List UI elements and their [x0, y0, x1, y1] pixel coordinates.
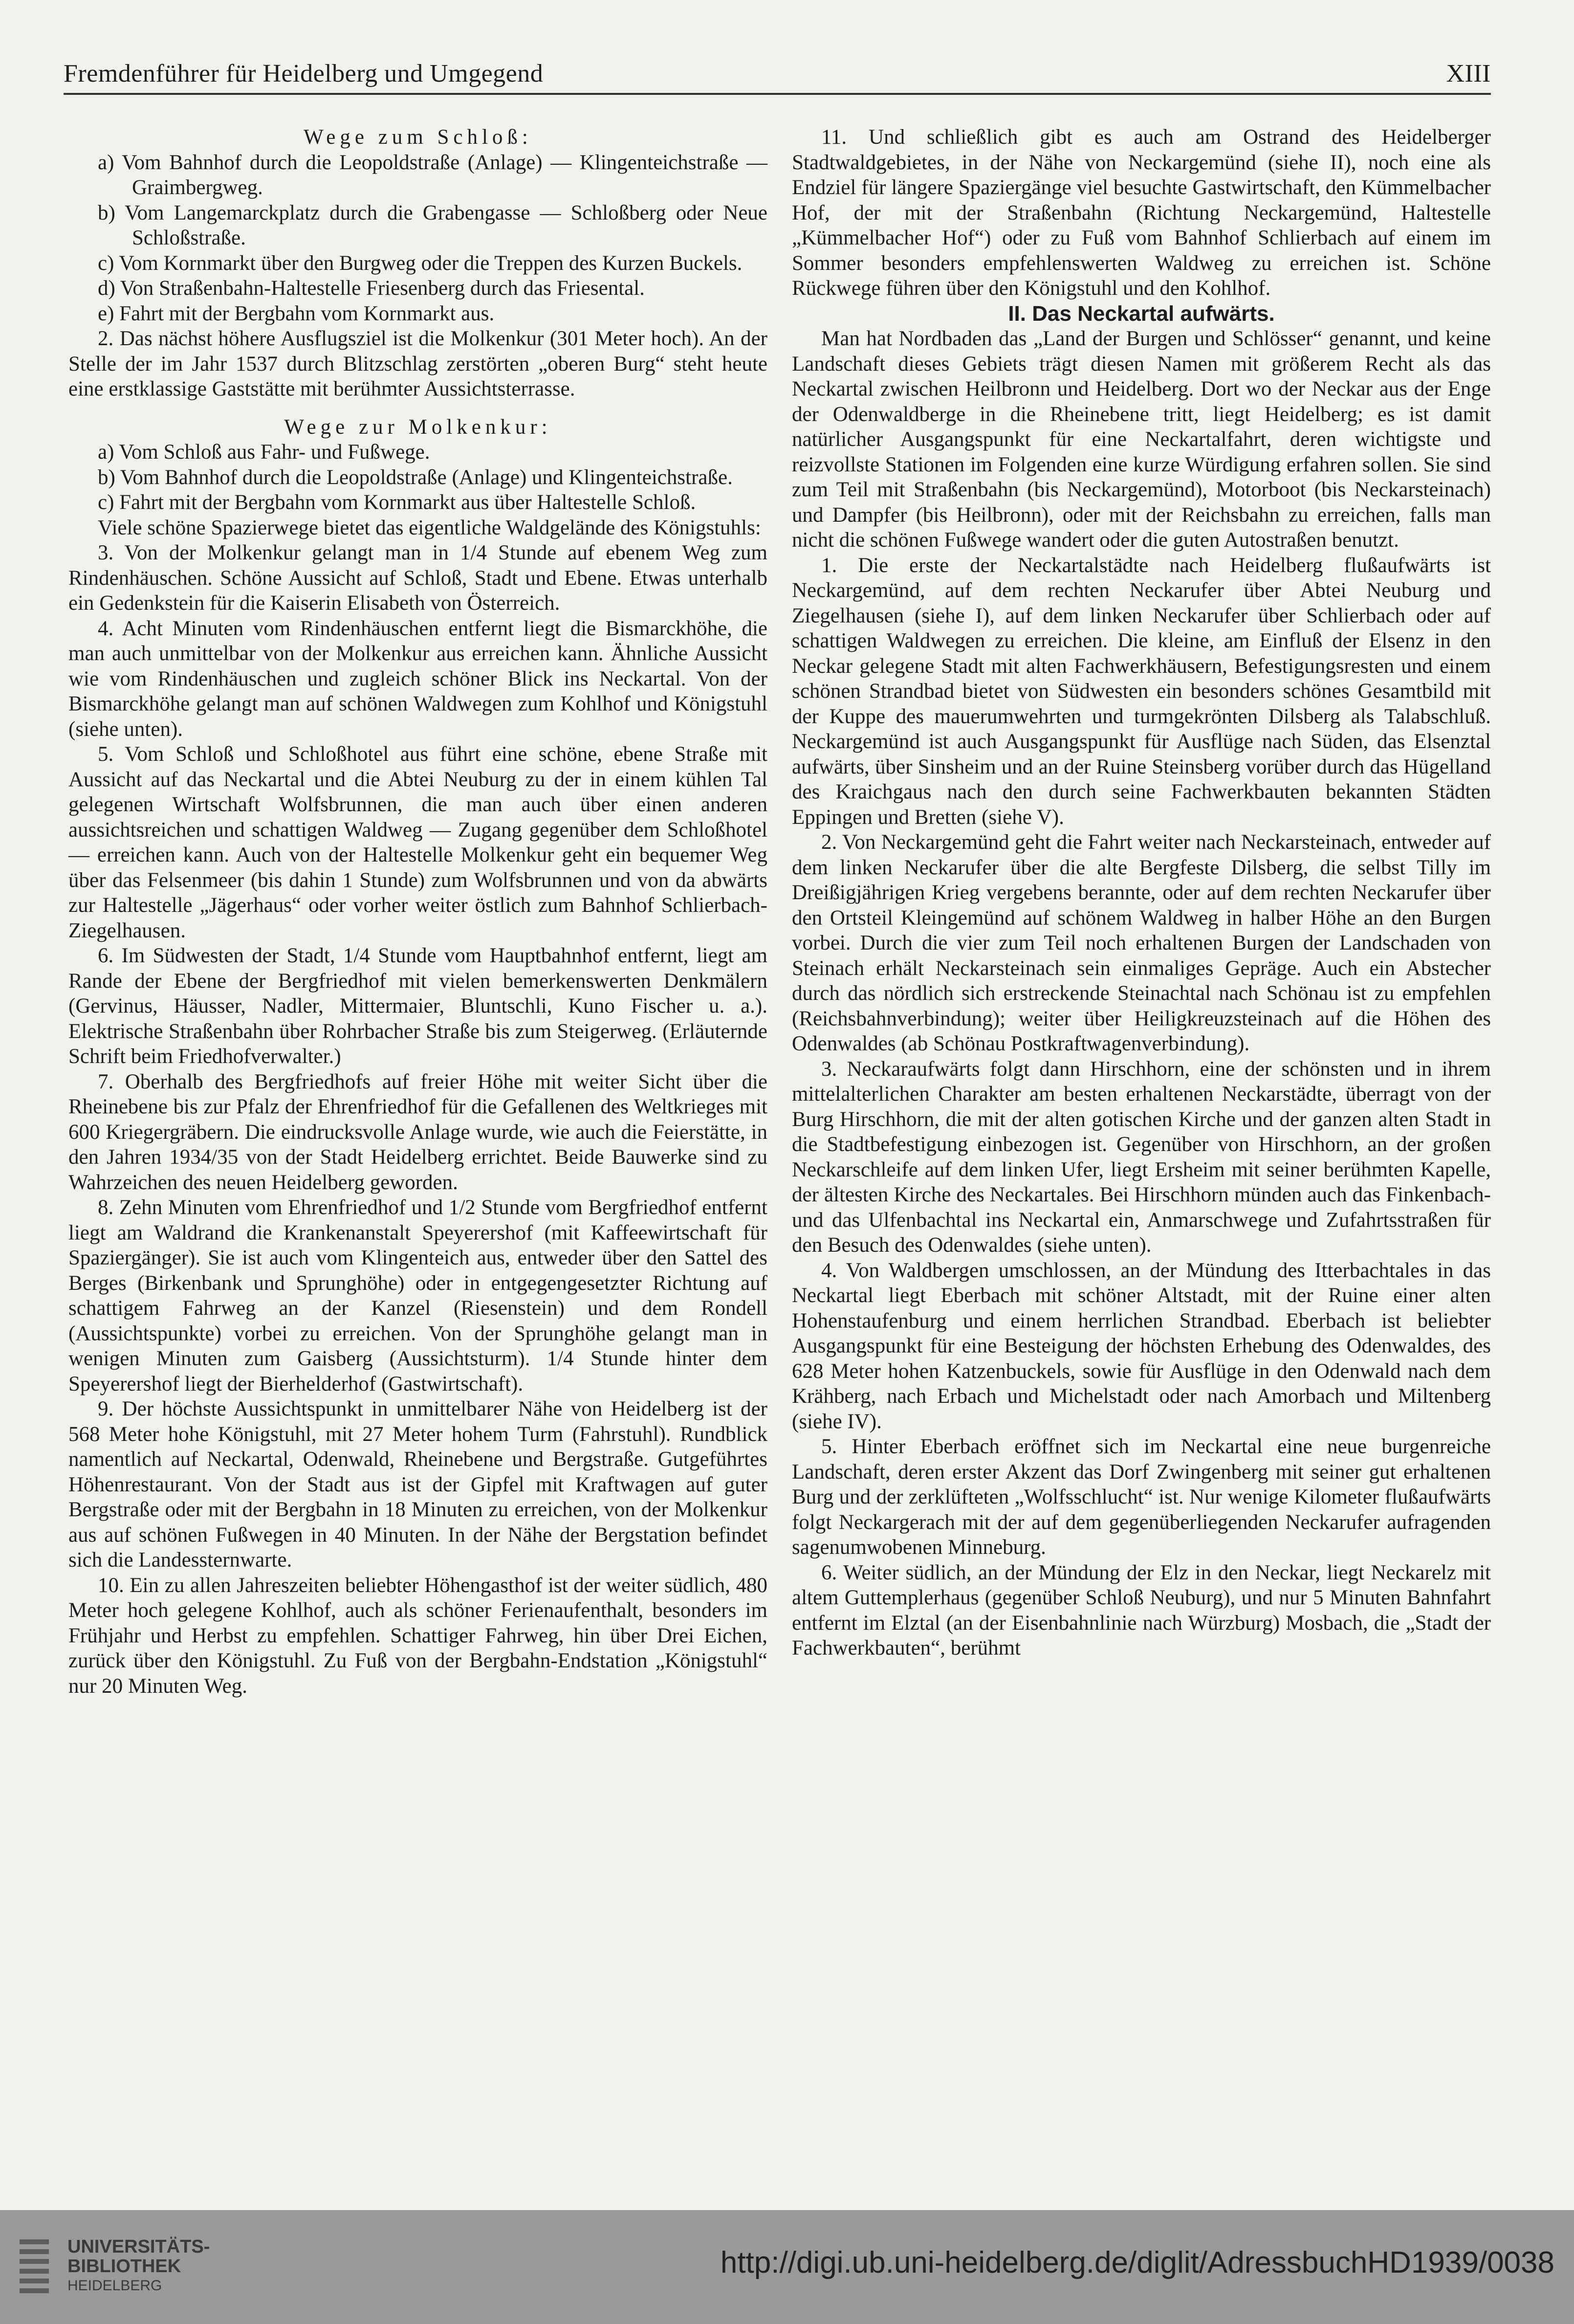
heading-wege-molkenkur: Wege zur Molkenkur:: [284, 415, 552, 439]
paragraph-neckar-2: 2. Von Neckargemünd geht die Fahrt weiter nach Neckarsteinach, entweder auf dem linken Neckarufer über die alte Bergfeste Dilsberg, die selbst Tilly im Dreißigjährigen Krieg vergebens berannte, oder auf dem rechten Neckarufer über den Ortsteil Kleingemünd auf schönem Waldweg in halber Höhe an den Burgen vorbei. Durch die vier zum Teil noch erhaltenen Burgen der Landschaden von Steinach erhält Neckarsteinach sein einmaliges Gepräge. Auch ein Abstecher durch das nördlich sich erstreckende Steinachtal nach Schönau ist zu empfehlen (Reichsbahnverbindung); weiter über Heiligkreuzsteinach auf die Höhen des Odenwaldes (ab Schönau Postkraftwagenverbindung).: [792, 831, 1491, 1055]
paragraph-9: 9. Der höchste Aussichtspunkt in unmittelbarer Nähe von Heidelberg ist der 568 Meter hohe Königstuhl, mit 27 Meter hohem Turm (Fahrstuhl). Rundblick namentlich auf Neckartal, Odenwald, Rheinebene und Bergstraße. Gutgeführtes Höhenrestaurant. Von der Stadt aus ist der Gipfel mit Kraftwagen auf guter Bergstraße oder mit der Bergbahn in 18 Minuten zu erreichen, von der Molkenkur aus auf schönen Fußwegen in 40 Minuten. In der Nähe der Bergstation befindet sich die Landessternwarte.: [68, 1397, 767, 1571]
list-item: d) Von Straßenbahn-Haltestelle Friesenberg durch das Friesental.: [98, 277, 645, 300]
source-url-link[interactable]: http://digi.ub.uni-heidelberg.de/diglit/AdressbuchHD1939/0038: [720, 2246, 1554, 2280]
list-item: c) Vom Kornmarkt über den Burgweg oder die Treppen des Kurzen Buckels.: [98, 251, 743, 275]
list-item: e) Fahrt mit der Bergbahn vom Kornmarkt aus.: [98, 302, 495, 325]
logo-line-1: UNIVERSITÄTS-: [67, 2236, 210, 2257]
page-header: [64, 49, 1491, 95]
list-item: a) Vom Schloß aus Fahr- und Fußwege.: [98, 441, 430, 464]
list-item: b) Vom Bahnhof durch die Leopoldstraße (Anlage) und Klingenteichstraße.: [98, 465, 733, 489]
library-logo[interactable]: [15, 2230, 259, 2303]
paragraph-neckar-3: 3. Neckaraufwärts folgt dann Hirschhorn, eine der schönsten und in ihrem mittelalterlichen Charakter am besten erhaltenen Neckarstädte, überragt von der Burg Hirschhorn, die mit der alten gotischen Kirche und der ganzen alten Stadt in die Stadtbefestigung einbezogen ist. Gegenüber von Hirschhorn, an der großen Neckarschleife auf dem linken Ufer, liegt Ersheim mit seiner berühmten Kapelle, der ältesten Kirche des Neckartales. Bei Hirschhorn münden auch das Finkenbach- und das Ulfenbachtal ins Neckartal ein, Anmarschwege und Zufahrtsstraßen für den Besuch des Odenwaldes (siehe unten).: [792, 1057, 1491, 1257]
paragraph-neckar-5: 5. Hinter Eberbach eröffnet sich im Neckartal eine neue burgenreiche Landschaft, deren erster Akzent das Dorf Zwingenberg mit seiner gut erhaltenen Burg und der zerklüfteten „Wolfsschlucht“ ist. Nur wenige Kilometer flußaufwärts folgt Neckargerach mit der auf dem gegenüberliegenden Neckarufer aufragenden sagenumwobenen Minneburg.: [792, 1435, 1491, 1559]
running-title: Fremdenführer für Heidelberg und Umgegend: [64, 60, 544, 88]
footer-bar: [0, 2210, 1574, 2324]
paragraph-6: 6. Im Südwesten der Stadt, 1/4 Stunde vom Hauptbahnhof entfernt, liegt am Rande der Ebene der Bergfriedhof mit vielen bemerkenswerten Denkmälern (Gervinus, Häusser, Nadler, Mittermaier, Bluntschli, Kuno Fischer u. a.). Elektrische Straßenbahn über Rohrbacher Straße bis zum Steigerweg. (Erläuternde Schrift beim Friedhofverwalter.): [68, 944, 767, 1068]
paragraph-3: 3. Von der Molkenkur gelangt man in 1/4 Stunde auf ebenem Weg zum Rindenhäuschen. Schöne Aussicht auf Schloß, Stadt und Ebene. Etwas unterhalb ein Gedenkstein für die Kaiserin Elisabeth von Österreich.: [68, 541, 767, 615]
paragraph-neckartal-intro: Man hat Nordbaden das „Land der Burgen und Schlösser“ genannt, und keine Landschaft dieses Gebiets trägt diesen Namen mit größerem Recht als das Neckartal zwischen Heilbronn und Heidelberg. Dort wo der Neckar aus der Enge der Odenwaldberge in die Rheinebene tritt, liegt Heidelberg; es ist damit natürlicher Ausgangspunkt für eine Neckartalfahrt, deren wichtigste und reizvollste Stationen im Folgenden eine kurze Würdigung erfahren sollen. Sie sind zum Teil mit Straßenbahn (bis Neckargemünd), Motorboot (bis Neckarsteinach) und Dampfer (bis Heilbronn), oder mit der Reichsbahn zu erreichen, falls man nicht die schönen Fußwege wandert oder die guten Autostraßen benutzt.: [792, 327, 1491, 552]
left-column: [68, 125, 767, 1699]
paragraph-2: 2. Das nächst höhere Ausflugsziel ist die Molkenkur (301 Meter hoch). An der Stelle der im Jahr 1537 durch Blitzschlag zerstörten „oberen Burg“ steht heute eine erstklassige Gaststätte mit berühmter Aussichtsterrasse.: [68, 327, 767, 400]
paragraph-11: 11. Und schließlich gibt es auch am Ostrand des Heidelberger Stadtwaldgebietes, in der Nähe von Neckargemünd (siehe II), noch eine als Endziel für längere Spaziergänge viel besuchte Gastwirtschaft, den Kümmelbacher Hof, der mit der Straßenbahn (Richtung Neckargemünd, Haltestelle „Kümmelbacher Hof“) oder zu Fuß vom Bahnhof Schlierbach auf einem im Sommer besonders empfehlenswerten Waldweg zu erreichen ist. Schöne Rückwege führen über den Königstuhl und den Kohlhof.: [792, 126, 1491, 300]
paragraph-7: 7. Oberhalb des Bergfriedhofs auf freier Höhe mit weiter Sicht über die Rheinebene bis zur Pfalz der Ehrenfriedhof für die Gefallenen des Weltkrieges mit 600 Kriegergräbern. Die eindrucksvolle Anlage wurde, wie auch die Feierstätte, in den Jahren 1934/35 von der Stadt Heidelberg errichtet. Beide Bauwerke sind zu Wahrzeichen des neuen Heidelberg geworden.: [68, 1070, 767, 1194]
paragraph-4: 4. Acht Minuten vom Rindenhäuschen entfernt liegt die Bismarckhöhe, die man auch unmittelbar von der Molkenkur aus erreichen kann. Ähnliche Aussicht wie vom Rindenhäuschen und zugleich schöner Blick ins Neckartal. Von der Bismarckhöhe gelangt man auf schönen Waldwegen zum Kohlhof und Königstuhl (siehe unten).: [68, 617, 767, 741]
paragraph-neckar-6: 6. Weiter südlich, an der Mündung der Elz in den Neckar, liegt Neckarelz mit altem Guttemplerhaus (gegenüber Schloß Neuburg), und nur 5 Minuten Bahnfahrt entfernt im Elztal (an der Eisenbahnlinie nach Würzburg) Mosbach, die „Stadt der Fachwerkbauten“, berühmt: [792, 1561, 1491, 1660]
library-logo-icon: [15, 2235, 54, 2298]
logo-line-2: BIBLIOTHEK: [67, 2256, 181, 2277]
logo-line-3: HEIDELBERG: [67, 2278, 162, 2294]
list-item: c) Fahrt mit der Bergbahn vom Kornmarkt aus über Haltestelle Schloß.: [98, 491, 696, 514]
paragraph-10: 10. Ein zu allen Jahreszeiten beliebter Höhengasthof ist der weiter südlich, 480 Meter hoch gelegene Kohlhof, auch als schöner Ferienaufenthalt, besonders im Frühjahr und Herbst zu empfehlen. Schattiger Fahrweg, hin über Drei Eichen, zurück über den Königstuhl. Zu Fuß von der Bergbahn-Endstation „Königstuhl“ nur 20 Minuten Weg.: [68, 1573, 767, 1698]
library-logo-text: [67, 2237, 210, 2296]
paragraph-5: 5. Vom Schloß und Schloßhotel aus führt eine schöne, ebene Straße mit Aussicht auf das Neckartal und die Abtei Neuburg zu der in einem kühlen Tal gelegenen Wirtschaft Wolfsbrunnen, die man auch über einen anderen aussichtsreichen und schattigen Waldweg — Zugang gegenüber dem Schloßhotel — erreichen kann. Auch von der Haltestelle Molkenkur geht ein bequemer Weg über das Felsenmeer (bis dahin 1 Stunde) zum Wolfsbrunnen und von da abwärts zur Haltestelle „Jägerhaus“ oder vorher weiter östlich zum Bahnhof Schlierbach-Ziegelhausen.: [68, 743, 767, 942]
paragraph-neckar-1: 1. Die erste der Neckartalstädte nach Heidelberg flußaufwärts ist Neckargemünd, auf dem rechten Neckarufer über Abtei Neuburg und Ziegelhausen (siehe I), auf dem linken Neckarufer über Schlierbach oder auf schattigen Waldwegen zu erreichen. Die kleine, am Einfluß der Elsenz in den Neckar gelegene Stadt mit alten Fachwerkhäusern, Befestigungsresten und einem schönen Strandbad bietet von Südwesten ein besonders schönes Gesamtbild mit der Kuppe des mauerumwehrten und turmgekrönten Dilsberg als Talabschluß. Neckargemünd ist auch Ausgangspunkt für Ausflüge nach Süden, das Elsenztal aufwärts, über Sinsheim und an der Ruine Steinsberg vorüber durch das Hügelland des Kraichgaus nach den durch seine Fachwerkbauten bekannten Städten Eppingen und Bretten (siehe V).: [792, 553, 1491, 829]
right-column: [792, 125, 1491, 1661]
list-item: a) Vom Bahnhof durch die Leopoldstraße (Anlage) — Klingenteichstraße — Graimbergweg.: [98, 151, 767, 199]
page-number: XIII: [1446, 60, 1491, 88]
list-item: b) Vom Langemarckplatz durch die Grabengasse — Schloßberg oder Neue Schloßstraße.: [98, 201, 767, 249]
paragraph-8: 8. Zehn Minuten vom Ehrenfriedhof und 1/2 Stunde vom Bergfriedhof entfernt liegt am Waldrand die Krankenanstalt Speyerershof (mit Kaffeewirtschaft für Spaziergänger). Sie ist auch vom Klingenteich aus, entweder über den Sattel des Berges (Birkenbank und Sprunghöhe) oder in entgegengesetzter Richtung auf schattigem Fahrweg an der Kanzel (Riesenstein) und dem Rondell (Aussichtspunkte) vorbei zu erreichen. Von der Sprunghöhe gelangt man in wenigen Minuten zum Gaisberg (Aussichtsturm). 1/4 Stunde hinter dem Speyerershof liegt der Bierhelderhof (Gastwirtschaft).: [68, 1196, 767, 1395]
paragraph-neckar-4: 4. Von Waldbergen umschlossen, an der Mündung des Itterbachtales in das Neckartal liegt Eberbach mit schöner Altstadt, mit der Ruine einer alten Hohenstaufenburg und einem herrlichen Strandbad. Eberbach ist beliebter Ausgangspunkt für eine Besteigung der höchsten Erhebung des Odenwaldes, des 628 Meter hohen Katzenbuckels, sowie für Ausflüge in den Odenwald nach dem Krähberg, nach Erbach und Michelstadt oder nach Amorbach und Miltenberg (siehe IV).: [792, 1259, 1491, 1433]
section-heading-neckartal: II. Das Neckartal aufwärts.: [1008, 301, 1275, 326]
heading-wege-schloss: Wege zum Schloß:: [304, 126, 532, 149]
paragraph-intro: Viele schöne Spazierwege bietet das eigentliche Waldgelände des Königstuhls:: [98, 516, 761, 539]
